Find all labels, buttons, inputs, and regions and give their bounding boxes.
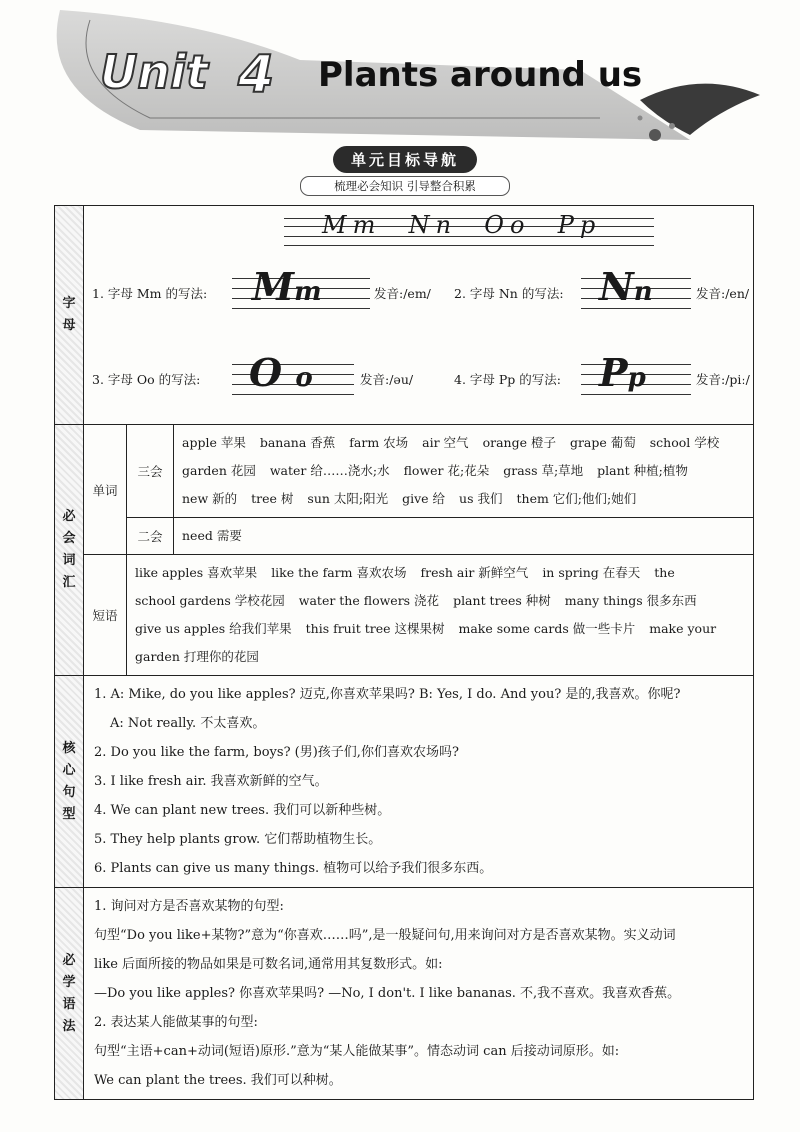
word-entry: them 它们;他们;她们 (516, 491, 637, 506)
word-line (182, 485, 745, 513)
sentence-line: 1. A: Mike, do you like apples? 迈克,你喜欢苹果吗? B: Yes, I do. And you? 是的,我喜欢。你呢? (94, 687, 681, 702)
unit-banner (0, 0, 800, 150)
word-entry: new 新的 (182, 491, 238, 506)
phrase-line (135, 615, 745, 643)
content-table (54, 205, 754, 1100)
letters-cell (84, 206, 754, 425)
word-entry: us 我们 (459, 491, 503, 506)
phrase-entry: fresh air 新鲜空气 (420, 565, 529, 580)
phrases-label: 短语 (84, 555, 127, 676)
sentences-section-label: 核 心 句 型 (55, 676, 84, 888)
model-letters: Mm Nn Oo Pp (322, 211, 602, 239)
vocab-section-label: 必 会 词 汇 (55, 425, 84, 676)
grammar-line: —Do you like apples? 你喜欢苹果吗? —No, I don't. I like bananas. 不,我不喜欢。我喜欢香蕉。 (94, 986, 681, 1001)
word-entry: farm 农场 (349, 435, 409, 450)
word-entry: give 给 (402, 491, 446, 506)
word-entry: air 空气 (422, 435, 469, 450)
phrase-entry: give us apples 给我们苹果 (135, 621, 292, 636)
word-line (182, 457, 745, 485)
word-entry: sun 太阳;阳光 (307, 491, 389, 506)
badge-title: 单元目标导航 (333, 146, 477, 173)
core-sentences (84, 676, 754, 888)
word-entry: banana 香蕉 (259, 435, 336, 450)
word-entry: grass 草;草地 (503, 463, 584, 478)
phrase-entry: this fruit tree 这棵果树 (305, 621, 445, 636)
word-entry: tree 树 (251, 491, 294, 506)
three-label: 三会 (127, 425, 174, 518)
handwriting-o: O o (249, 350, 313, 395)
phrases (127, 555, 754, 676)
phrase-entry: make your (649, 621, 717, 636)
grammar-line: We can plant the trees. 我们可以种树。 (94, 1073, 342, 1088)
word-entry: garden 花园 (182, 463, 256, 478)
letter-item-m: 1. 字母 Mm 的写法: (92, 286, 208, 301)
word-line (182, 429, 745, 457)
unit-number: 4 (238, 45, 275, 105)
phrase-entry: make some cards 做一些卡片 (458, 621, 636, 636)
phrase-entry: water the flowers 浇花 (298, 593, 440, 608)
grammar-line: like 后面所接的物品如果是可数名词,通常用其复数形式。如: (94, 957, 443, 972)
badge-caption: 梳理必会知识 引导整合积累 (300, 176, 510, 196)
words-label: 单词 (84, 425, 127, 555)
phrase-entry: in spring 在春天 (542, 565, 641, 580)
letter-item-o: 3. 字母 Oo 的写法: (92, 372, 201, 387)
grammar-line: 句型“主语+can+动词(短语)原形.”意为“某人能做某事”。情态动词 can 后接动词原形。如: (94, 1044, 620, 1059)
sentence-line: 4. We can plant new trees. 我们可以新种些树。 (94, 803, 391, 818)
phrase-entry: the (654, 565, 675, 580)
phrase-entry: like the farm 喜欢农场 (271, 565, 407, 580)
phrase-entry: like apples 喜欢苹果 (135, 565, 258, 580)
sentence-line: 5. They help plants grow. 它们帮助植物生长。 (94, 832, 382, 847)
handwriting-p: Pp (599, 350, 646, 395)
pron-m: 发音:/em/ (374, 286, 431, 301)
phrase-line (135, 643, 745, 671)
word-entry: water 给……浇水;水 (269, 463, 390, 478)
two-words: need 需要 (174, 518, 754, 555)
phrase-entry: plant trees 种树 (453, 593, 551, 608)
sentence-line: 6. Plants can give us many things. 植物可以给予我们很多东西。 (94, 861, 493, 876)
unit-label: Unit (100, 45, 208, 99)
phrase-entry: garden 打理你的花园 (135, 649, 259, 664)
two-label: 二会 (127, 518, 174, 555)
objectives-badge (300, 146, 510, 192)
sentence-line: 2. Do you like the farm, boys? (男)孩子们,你们喜欢农场吗? (94, 745, 459, 760)
grammar-section-label: 必 学 语 法 (55, 888, 84, 1100)
phrase-entry: many things 很多东西 (564, 593, 697, 608)
grammar-notes (84, 888, 754, 1100)
phrase-line (135, 559, 745, 587)
letter-item-n: 2. 字母 Nn 的写法: (454, 286, 564, 301)
pron-p: 发音:/piː/ (696, 372, 750, 387)
grammar-line: 句型“Do you like+某物?”意为“你喜欢……吗”,是一般疑问句,用来询问对方是否喜欢某物。实义动词 (94, 928, 676, 943)
letters-section-label: 字 母 (55, 206, 84, 425)
handwriting-n: Nn (599, 264, 653, 309)
word-entry: grape 葡萄 (569, 435, 636, 450)
word-entry: orange 橙子 (482, 435, 556, 450)
phrase-entry: school gardens 学校花园 (135, 593, 285, 608)
unit-title: Plants around us (318, 55, 643, 95)
sentence-line: 3. I like fresh air. 我喜欢新鲜的空气。 (94, 774, 328, 789)
pron-n: 发音:/en/ (696, 286, 750, 301)
grammar-line: 1. 询问对方是否喜欢某物的句型: (94, 899, 284, 914)
pron-o: 发音:/əu/ (360, 372, 414, 387)
letter-item-p: 4. 字母 Pp 的写法: (454, 372, 561, 387)
sentence-line: A: Not really. 不太喜欢。 (110, 716, 266, 731)
phrase-line (135, 587, 745, 615)
handwriting-m: Mm (252, 264, 322, 309)
word-entry: apple 苹果 (182, 435, 246, 450)
word-entry: plant 种植;植物 (597, 463, 688, 478)
word-entry: flower 花;花朵 (403, 463, 490, 478)
word-entry: school 学校 (649, 435, 720, 450)
three-words (174, 425, 754, 518)
grammar-line: 2. 表达某人能做某事的句型: (94, 1015, 258, 1030)
